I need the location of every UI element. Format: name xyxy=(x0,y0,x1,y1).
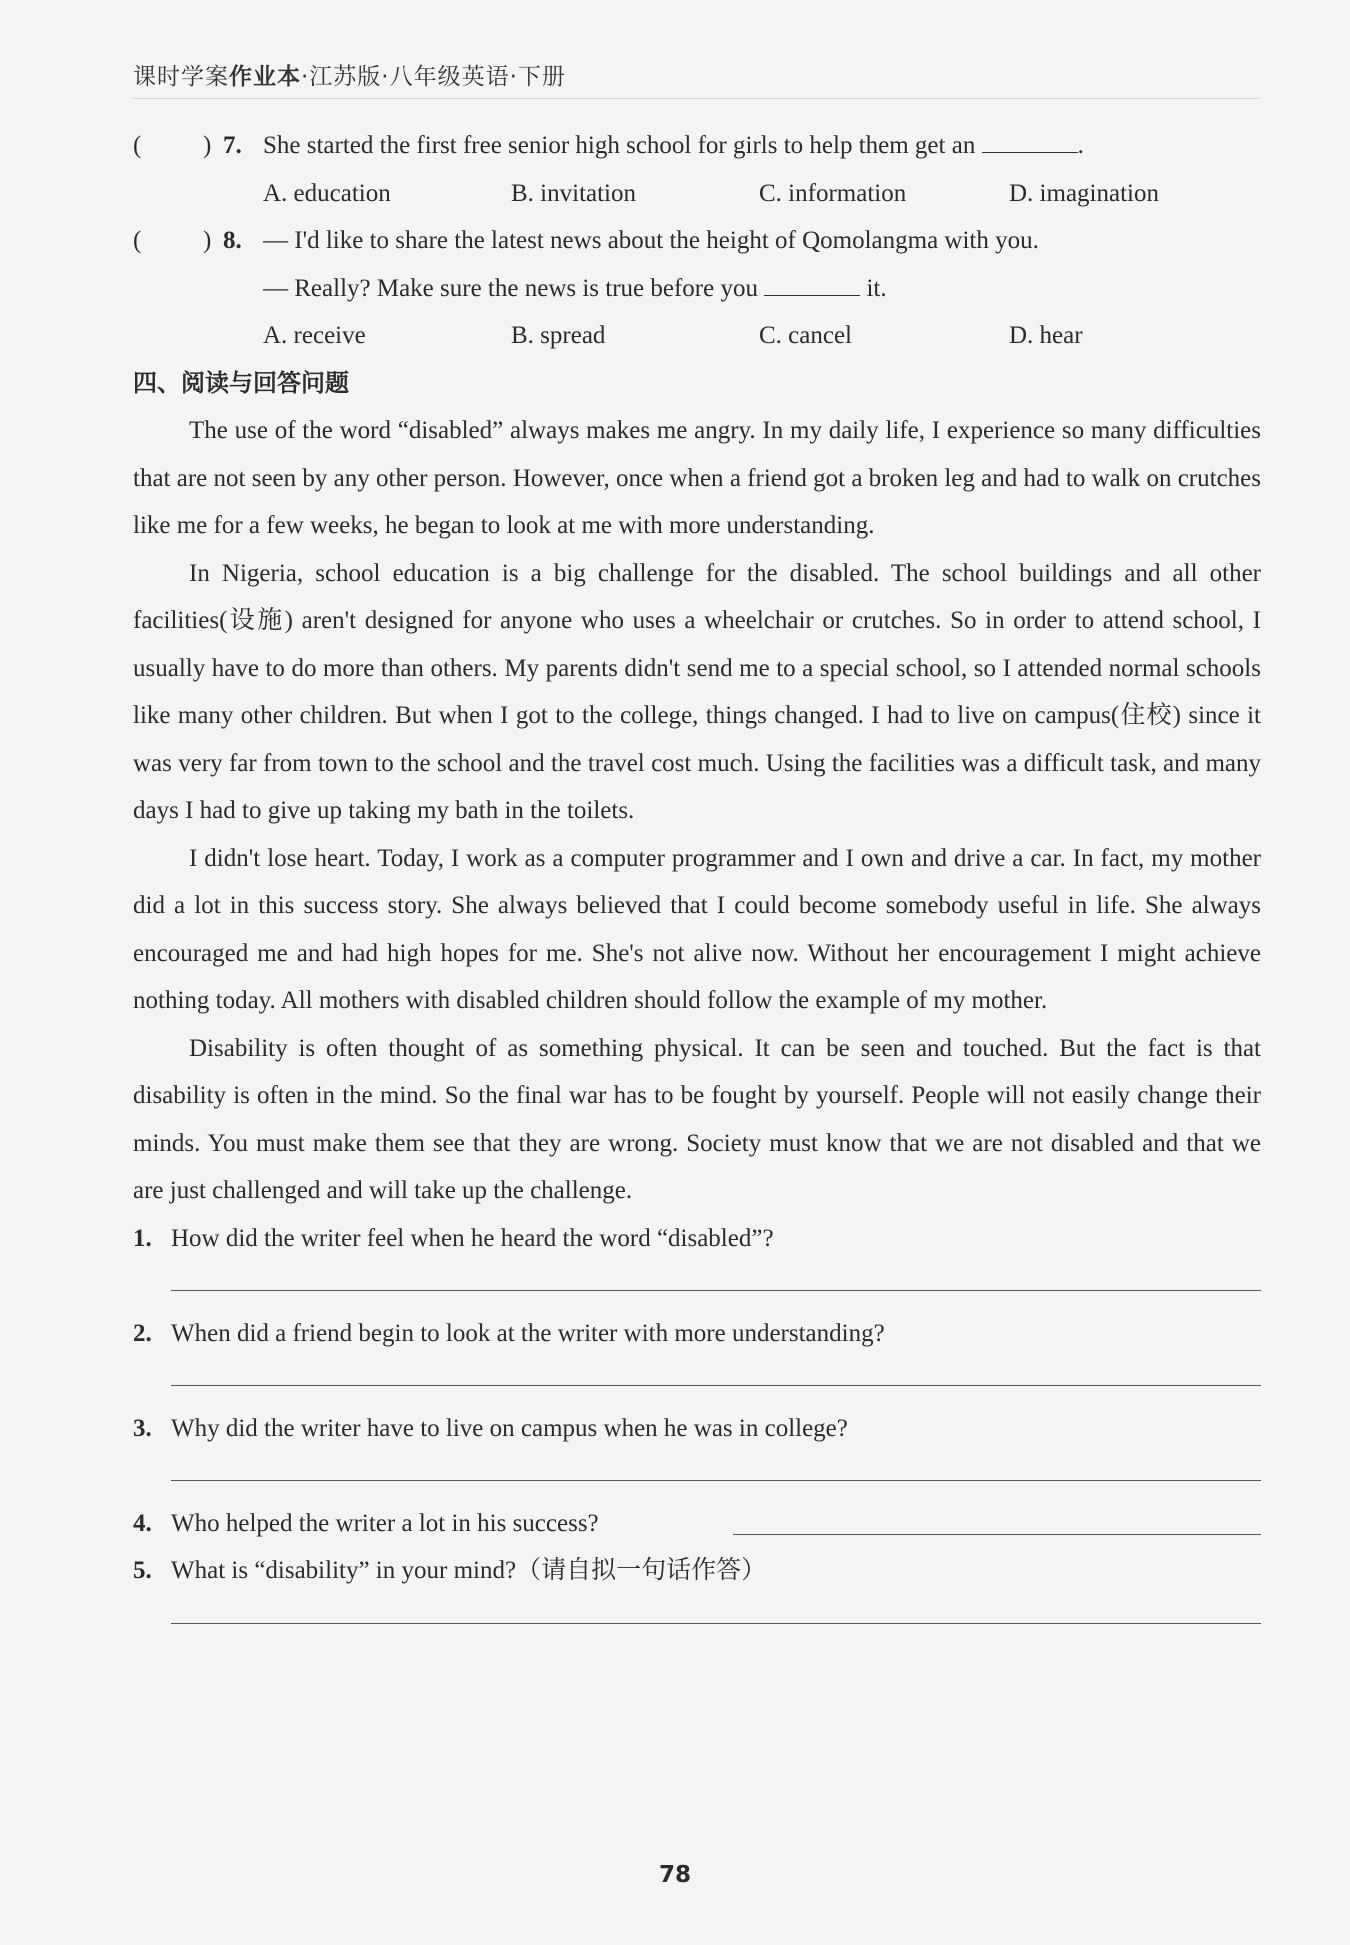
answer-line-4[interactable] xyxy=(733,1534,1261,1535)
page-header xyxy=(133,58,566,91)
question-number: 4. xyxy=(133,1509,152,1537)
question-text: Why did the writer have to live on campus when he was in college? xyxy=(171,1414,848,1442)
reading-question-5 xyxy=(133,1547,1261,1595)
question-text: What is “disability” in your mind?（请自拟一句话作答） xyxy=(171,1557,767,1584)
question-text: When did a friend begin to look at the writer with more understanding? xyxy=(171,1319,885,1347)
dialogue-line-1: — I'd like to share the latest news about the height of Qomolangma with you. xyxy=(263,227,1039,254)
stem-end: . xyxy=(1077,132,1084,159)
mc-question-7 xyxy=(133,122,1261,170)
option-a: A. receive xyxy=(263,322,366,349)
question-number: 8. xyxy=(223,227,242,254)
reading-paragraph-3: I didn't lose heart. Today, I work as a computer programmer and I own and drive a car. In fact, my mother did a lot in this success story. She always believed that I could become somebody useful in life. She always encouraged me and had high hopes for me. She's not alive now. Without her encouragement I might achieve nothing today. All mothers with disabled children should follow the example of my mother. xyxy=(133,844,1261,1014)
question-number: 1. xyxy=(133,1224,152,1252)
reading-paragraph-1: The use of the word “disabled” always makes me angry. In my daily life, I experience so many difficulties that are not seen by any other person. However, once when a friend got a broken leg and had to walk on crutches like me for a few weeks, he began to look at me with more understanding. xyxy=(133,417,1261,539)
option-d: D. hear xyxy=(1009,322,1083,349)
reading-question-2 xyxy=(133,1310,1261,1358)
answer-line-2[interactable] xyxy=(133,1357,1261,1405)
answer-paren-left: ( xyxy=(133,227,142,254)
page-content xyxy=(133,122,1261,1642)
answer-rule xyxy=(171,1623,1261,1624)
stem-end: it. xyxy=(866,274,887,302)
answer-rule xyxy=(171,1480,1261,1481)
reading-question-4 xyxy=(133,1500,1261,1548)
answer-paren-left: ( xyxy=(133,132,142,159)
stem-text: — Really? Make sure the news is true before you xyxy=(263,274,758,302)
mc-question-8 xyxy=(133,217,1261,265)
stem-text: She started the first free senior high school for girls to help them get an xyxy=(263,132,976,159)
answer-line-3[interactable] xyxy=(133,1452,1261,1500)
option-a: A. education xyxy=(263,179,391,207)
reading-paragraph-2: In Nigeria, school education is a big challenge for the disabled. The school buildings and all other facilities(设施) aren't designed for anyone who uses a wheelchair or crutches. So in order to attend school, I usually have to do more than others. My parents didn't send me to a special school, so I attended normal schools like many other children. But when I got to the college, things changed. I had to live on campus(住校) since it was very far from town to the school and the travel cost much. Using the facilities was a difficult task, and many days I had to give up taking my bath in the toilets. xyxy=(133,559,1261,824)
question-number: 3. xyxy=(133,1414,152,1442)
option-b: B. invitation xyxy=(511,179,636,207)
reading-paragraph-4: Disability is often thought of as something physical. It can be seen and touched. But the fact is that disability is often in the mind. So the final war has to be fought by yourself. People will not easily change their minds. You must make them see that they are wrong. Society must know that we are not disabled and that we are just challenged and will take up the challenge. xyxy=(133,1034,1261,1204)
answer-line-1[interactable] xyxy=(133,1262,1261,1310)
mc-question-8-line-2 xyxy=(133,265,1261,313)
question-number: 5. xyxy=(133,1557,152,1584)
header-brand: 课时学案 xyxy=(133,64,229,90)
option-b: B. spread xyxy=(511,322,606,349)
option-d: D. imagination xyxy=(1009,179,1159,207)
fill-blank xyxy=(982,124,1078,153)
question-number: 7. xyxy=(223,132,242,159)
dialogue-line-2 xyxy=(263,265,887,313)
reading-question-1 xyxy=(133,1215,1261,1263)
fill-blank xyxy=(764,267,860,296)
page-number: 78 xyxy=(658,1862,691,1888)
answer-rule xyxy=(171,1290,1261,1291)
question-stem xyxy=(263,122,1084,170)
option-c: C. cancel xyxy=(759,322,853,349)
answer-rule xyxy=(171,1385,1261,1386)
question-number: 2. xyxy=(133,1319,152,1347)
question-text: How did the writer feel when he heard the word “disabled”? xyxy=(171,1224,774,1252)
mc-options-8 xyxy=(133,312,1261,360)
answer-paren-right: ) xyxy=(203,227,212,254)
answer-paren-right: ) xyxy=(203,132,212,159)
reading-question-3 xyxy=(133,1405,1261,1453)
header-brand-strong: 作业本 xyxy=(229,64,301,90)
header-divider xyxy=(133,98,1260,99)
section-title: 四、阅读与回答问题 xyxy=(133,368,349,397)
header-subtitle: ·江苏版·八年级英语·下册 xyxy=(301,64,566,90)
option-c: C. information xyxy=(759,179,907,207)
mc-options-7 xyxy=(133,170,1261,218)
question-text: Who helped the writer a lot in his success? xyxy=(171,1509,599,1537)
answer-line-5[interactable] xyxy=(133,1595,1261,1643)
